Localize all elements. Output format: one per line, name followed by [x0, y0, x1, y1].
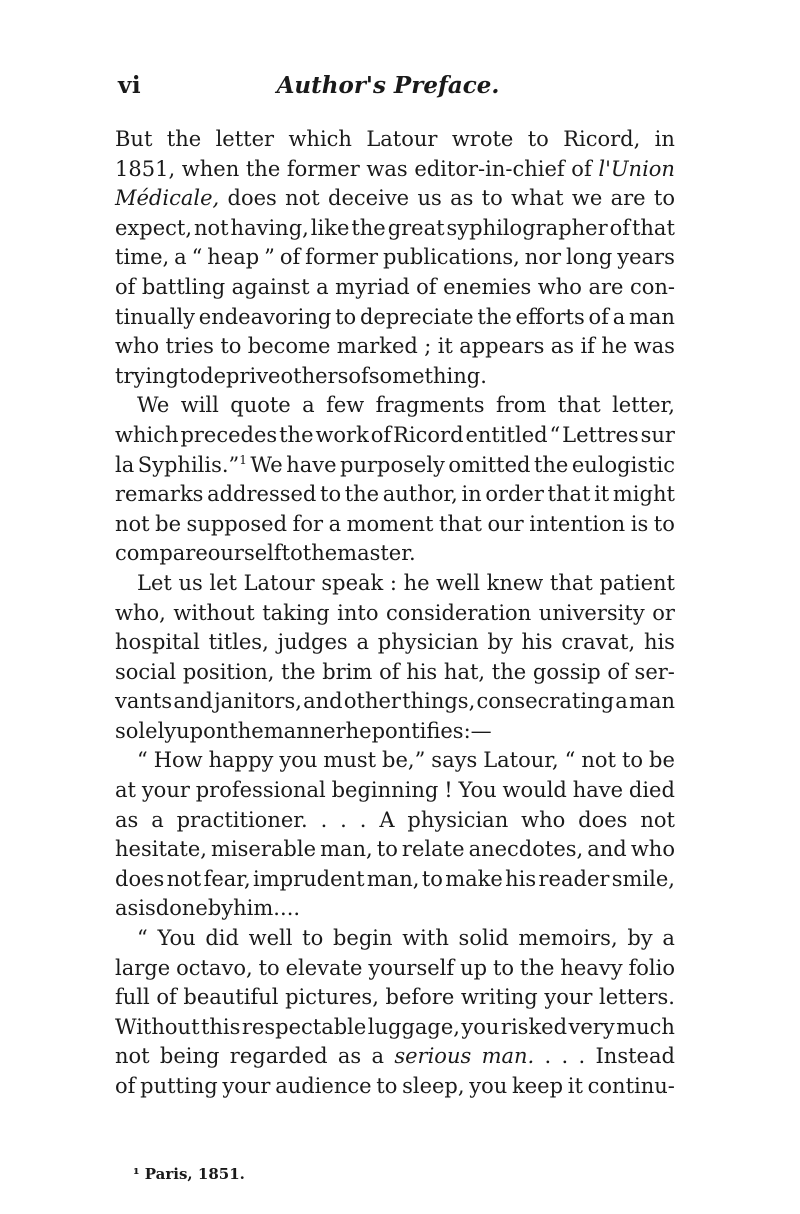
- text-line: at your professional beginning ! You would have died: [115, 778, 675, 803]
- text-line: compare ourself to the master.: [115, 541, 416, 566]
- text-line: solely upon the manner he pontifies :—: [115, 718, 492, 743]
- text-line: large octavo, to elevate yourself up to the heavy folio: [115, 955, 675, 980]
- text-line: who, without taking into consideration university or: [115, 600, 675, 625]
- text-line: as a practitioner. . . . A physician who does not: [115, 807, 675, 832]
- text-line: does not fear, imprudent man, to make his reader smile,: [115, 866, 675, 891]
- text-line: remarks addressed to the author, in order that it might: [115, 482, 675, 507]
- text-line: of battling against a myriad of enemies who are con-: [115, 274, 675, 299]
- text-line: We will quote a few fragments from that letter,: [137, 393, 675, 418]
- text-line: trying to deprive others of something.: [115, 363, 487, 388]
- text-line: time, a “ heap ” of former publications, nor long years: [115, 245, 675, 270]
- text-line: social position, the brim of his hat, the gossip of ser-: [115, 659, 675, 684]
- text-line: tinually endeavoring to depreciate the efforts of a man: [115, 304, 675, 329]
- text-line: Médicale, does not deceive us as to what we are to: [115, 186, 675, 211]
- footnote: ¹ Paris, 1851.: [133, 1165, 245, 1183]
- text-line: not being regarded as a serious man. . . . Instead: [115, 1044, 675, 1069]
- text-line: Without this respectable luggage, you risked very much: [115, 1014, 675, 1039]
- text-line: who tries to become marked ; it appears as if he was: [115, 334, 675, 359]
- text-line: la Syphilis.”$^1$ We have purposely omitted the eulogistic: [115, 452, 675, 477]
- body-text: [115, 125, 675, 1102]
- text-line: of putting your audience to sleep, you keep it continu-: [115, 1074, 675, 1098]
- text-line: “ How happy you must be,” says Latour, “ not to be: [137, 748, 675, 773]
- page-header: [118, 72, 658, 106]
- text-line: as is done by him. . . .: [115, 896, 301, 921]
- text-line: hospital titles, judges a physician by his cravat, his: [115, 630, 675, 655]
- text-line: 1851, when the former was editor-in-chief of l'Union: [115, 156, 675, 181]
- text-line: “ You did well to begin with solid memoirs, by a: [137, 926, 675, 951]
- text-line: hesitate, miserable man, to relate anecdotes, and who: [115, 837, 675, 862]
- text-line: But the letter which Latour wrote to Ricord, in: [115, 127, 675, 151]
- text-line: expect, not having, like the great syphilographer of that: [115, 215, 675, 240]
- text-line: Let us let Latour speak : he well knew that patient: [137, 570, 675, 595]
- text-line: full of beautiful pictures, before writing your letters.: [115, 985, 675, 1010]
- running-head: Author's Preface.: [276, 72, 500, 99]
- text-line: not be supposed for a moment that our intention is to: [115, 511, 675, 536]
- text-line: which precedes the work of Ricord entitled “ Lettres sur: [115, 422, 675, 447]
- page-number: vi: [118, 72, 142, 99]
- text-line: vants and janitors, and other things, consecrating a man: [115, 689, 675, 714]
